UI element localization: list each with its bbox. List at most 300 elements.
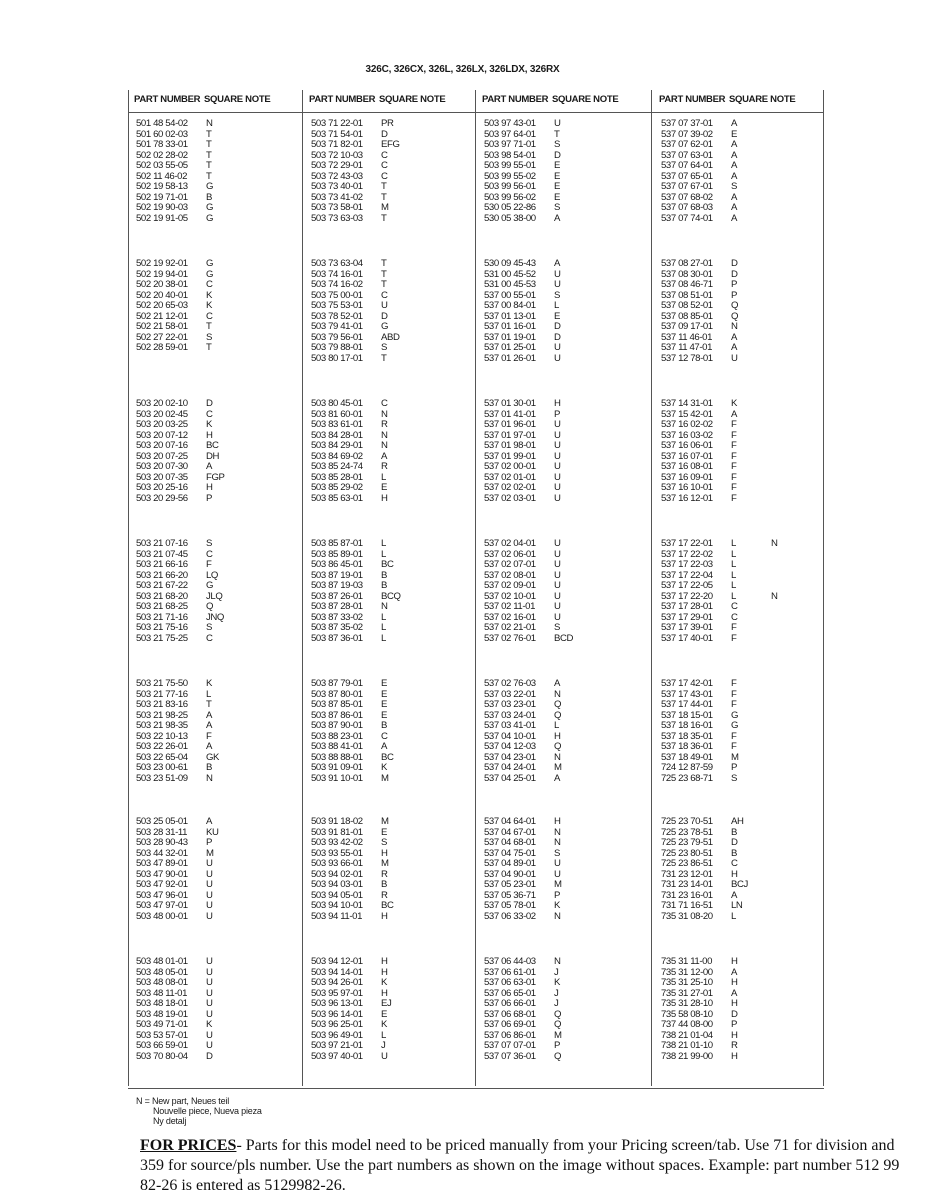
part-group [311, 539, 476, 644]
table-row [661, 259, 826, 270]
part-number: 503 87 19-03 [311, 580, 363, 591]
square-note: M [554, 1029, 562, 1041]
part-number: 503 21 83-16 [136, 699, 188, 710]
square-note: F [731, 492, 737, 504]
square-note: A [731, 160, 737, 171]
part-number: 537 01 16-01 [484, 321, 536, 332]
part-number: 537 07 07-01 [484, 1040, 536, 1051]
table-row [136, 634, 301, 645]
part-number: 537 08 85-01 [661, 310, 713, 322]
part-number: 537 16 10-01 [661, 482, 713, 493]
square-note: U [381, 1050, 388, 1062]
part-number: 503 87 35-02 [311, 622, 363, 633]
part-number: 503 48 05-01 [136, 966, 188, 978]
square-note: T [206, 342, 212, 353]
table-row [661, 203, 826, 214]
part-number: 502 19 91-05 [136, 212, 188, 224]
square-note: F [206, 730, 212, 742]
table-row [661, 999, 826, 1010]
table-row [484, 999, 649, 1010]
part-number: 503 87 85-01 [311, 699, 363, 710]
square-note: P [731, 289, 737, 301]
square-note: S [206, 331, 212, 343]
square-note: T [206, 149, 212, 161]
table-row [136, 978, 301, 989]
square-note: G [206, 212, 214, 224]
table-row [136, 602, 301, 613]
square-note: U [206, 868, 213, 880]
square-note: M [206, 847, 214, 859]
part-number: 503 94 05-01 [311, 889, 363, 901]
table-row [484, 301, 649, 312]
square-note: U [554, 461, 561, 472]
table-row [311, 343, 476, 354]
table-row [661, 634, 826, 645]
part-group [661, 259, 826, 364]
part-number: 503 85 28-01 [311, 471, 363, 483]
part-number: 503 97 64-01 [484, 128, 536, 140]
part-number: 503 87 79-01 [311, 678, 363, 689]
part-number: 502 19 90-03 [136, 202, 188, 213]
square-note: U [206, 889, 213, 901]
part-number: 503 85 87-01 [311, 538, 363, 549]
part-number: 537 06 63-01 [484, 977, 536, 988]
part-number: 503 20 25-16 [136, 482, 188, 493]
square-note: BC [381, 559, 394, 570]
square-note: B [381, 580, 387, 591]
square-note: A [731, 966, 737, 978]
table-row [661, 214, 826, 225]
part-number: 503 88 23-01 [311, 730, 363, 742]
part-number: 725 23 68-71 [661, 772, 713, 784]
part-number: 537 00 55-01 [484, 289, 536, 301]
square-note: N [206, 772, 213, 784]
table-row [661, 322, 826, 333]
square-note: M [554, 879, 562, 890]
part-number: 531 00 45-52 [484, 268, 536, 280]
part-group [311, 817, 476, 922]
square-note: F [731, 678, 737, 689]
part-group [136, 119, 301, 224]
square-note: U [206, 900, 213, 911]
square-note: S [554, 139, 560, 150]
square-note: H [381, 910, 388, 922]
table-row [136, 838, 301, 849]
square-note: K [206, 289, 212, 301]
column-divider [128, 90, 129, 1086]
square-note: T [381, 181, 387, 192]
part-number: 537 02 11-01 [484, 601, 536, 612]
part-number: 501 60 02-03 [136, 128, 188, 140]
part-number: 503 79 88-01 [311, 342, 363, 353]
part-group [661, 957, 826, 1062]
part-number: 503 75 00-01 [311, 289, 363, 301]
part-number: 731 23 16-01 [661, 889, 713, 901]
square-note: F [731, 622, 737, 633]
table-row [311, 280, 476, 291]
part-number: 503 71 54-01 [311, 128, 363, 140]
part-number: 502 20 38-01 [136, 279, 188, 290]
part-number: 503 21 98-35 [136, 720, 188, 731]
part-number: 503 22 10-13 [136, 730, 188, 742]
table-row [136, 119, 301, 130]
part-number: 503 22 26-01 [136, 741, 188, 752]
square-note: D [554, 149, 561, 161]
part-number: 725 23 80-51 [661, 847, 713, 859]
table-row [484, 539, 649, 550]
part-number: 537 06 86-01 [484, 1029, 536, 1041]
table-row [661, 957, 826, 968]
table-row [136, 859, 301, 870]
part-number: 503 21 77-16 [136, 688, 188, 700]
square-note: F [731, 461, 737, 472]
part-number-header: PART NUMBER [482, 94, 549, 105]
part-number: 735 58 08-10 [661, 1008, 713, 1020]
square-note: K [731, 398, 737, 409]
square-note: M [381, 202, 389, 213]
part-number: 737 44 08-00 [661, 1019, 713, 1030]
part-number: 724 12 87-59 [661, 762, 713, 773]
square-note: H [731, 1050, 738, 1062]
square-note: H [554, 398, 561, 409]
square-note: B [381, 569, 387, 581]
part-group [484, 539, 649, 644]
part-number: 503 72 10-03 [311, 149, 363, 161]
part-number: 537 11 46-01 [661, 331, 713, 343]
square-note: S [554, 847, 560, 859]
part-number: 503 48 01-01 [136, 956, 188, 967]
table-row [311, 901, 476, 912]
square-note: U [554, 590, 561, 602]
square-note: A [206, 709, 212, 721]
part-number: 537 18 49-01 [661, 751, 713, 763]
square-note: U [554, 548, 561, 560]
part-number: 537 17 22-02 [661, 548, 713, 560]
square-note: U [554, 429, 561, 441]
square-note: G [206, 202, 214, 213]
part-number: 503 21 98-25 [136, 709, 188, 721]
table-row [136, 581, 301, 592]
part-number: 503 48 11-01 [136, 987, 188, 999]
square-note: L [731, 559, 736, 570]
table-row [661, 140, 826, 151]
table-row [661, 978, 826, 989]
part-number: 537 16 03-02 [661, 429, 713, 441]
part-number: 503 66 59-01 [136, 1040, 188, 1051]
part-number: 537 17 22-01 [661, 538, 713, 549]
table-row [136, 259, 301, 270]
square-note: U [554, 868, 561, 880]
table-row [661, 763, 826, 774]
square-note: U [206, 858, 213, 869]
part-number: 537 01 98-01 [484, 440, 536, 451]
part-number: 503 97 21-01 [311, 1040, 363, 1051]
table-row [484, 602, 649, 613]
square-note: U [731, 352, 738, 364]
table-row [484, 700, 649, 711]
square-note: Q [731, 310, 739, 322]
square-note: U [206, 1040, 213, 1051]
part-number: 503 74 16-02 [311, 279, 363, 290]
part-number: 503 99 55-02 [484, 170, 536, 182]
part-group [484, 957, 649, 1062]
part-number: 537 02 01-01 [484, 471, 536, 483]
part-number: 537 17 44-01 [661, 699, 713, 710]
table-row [311, 214, 476, 225]
square-note: D [554, 321, 561, 332]
square-note: H [554, 730, 561, 742]
part-number: 537 07 37-01 [661, 118, 713, 129]
table-row [661, 679, 826, 690]
square-note: A [731, 408, 737, 420]
part-number: 537 01 25-01 [484, 342, 536, 353]
table-row [311, 978, 476, 989]
part-number: 502 19 94-01 [136, 268, 188, 280]
table-row [311, 700, 476, 711]
square-note: E [554, 160, 560, 171]
table-row [484, 957, 649, 968]
square-note: U [206, 966, 213, 978]
part-group [661, 399, 826, 504]
part-number: 502 21 12-01 [136, 310, 188, 322]
part-number: 503 79 56-01 [311, 331, 363, 343]
part-number: 503 47 89-01 [136, 858, 188, 869]
square-note: R [381, 461, 388, 472]
part-number: 537 07 65-01 [661, 170, 713, 182]
part-number: 530 09 45-43 [484, 258, 536, 269]
square-note: U [554, 440, 561, 451]
square-note: U [554, 538, 561, 549]
square-note: G [206, 258, 214, 269]
square-note: E [381, 688, 387, 700]
square-note: T [206, 699, 212, 710]
part-number: 537 18 35-01 [661, 730, 713, 742]
part-group [136, 399, 301, 504]
square-note: F [731, 632, 737, 644]
square-note: J [554, 966, 559, 978]
part-number: 735 31 11-00 [661, 956, 713, 967]
table-row [136, 763, 301, 774]
table-row [311, 494, 476, 505]
square-note: C [731, 611, 738, 623]
part-number: 503 21 68-20 [136, 590, 188, 602]
table-row [311, 999, 476, 1010]
footnote-line: Ny detalj [153, 1116, 187, 1126]
table-row [484, 119, 649, 130]
part-number: 537 04 24-01 [484, 762, 536, 773]
table-row [484, 483, 649, 494]
table-row [484, 182, 649, 193]
part-number: 503 47 90-01 [136, 868, 188, 880]
square-note: H [731, 998, 738, 1009]
part-number: 503 49 71-01 [136, 1019, 188, 1030]
table-row [311, 679, 476, 690]
page-title: 326C, 326CX, 326L, 326LX, 326LDX, 326RX [365, 64, 560, 75]
square-note: S [206, 622, 212, 633]
part-number: 503 85 29-02 [311, 482, 363, 493]
part-number: 503 95 97-01 [311, 987, 363, 999]
part-group [311, 957, 476, 1062]
square-note: C [381, 149, 388, 161]
square-note: D [731, 268, 738, 280]
square-note: K [381, 1019, 387, 1030]
table-row [661, 880, 826, 891]
table-row [311, 721, 476, 732]
square-note: L [206, 688, 211, 700]
square-note: C [731, 858, 738, 869]
square-note: A [731, 342, 737, 353]
table-row [484, 560, 649, 571]
table-row [136, 1020, 301, 1031]
part-number: 537 16 07-01 [661, 450, 713, 462]
square-note: S [381, 342, 387, 353]
square-note: P [206, 492, 212, 504]
square-note: B [381, 720, 387, 731]
square-note: S [731, 772, 737, 784]
table-row [661, 1052, 826, 1063]
square-note: N [381, 429, 388, 441]
part-number-header: PART NUMBER [659, 94, 726, 105]
square-note: A [731, 118, 737, 129]
table-row [661, 774, 826, 785]
part-number: 537 12 78-01 [661, 352, 713, 364]
square-note: L [731, 569, 736, 581]
square-note: T [381, 279, 387, 290]
square-note: U [206, 956, 213, 967]
square-note: F [731, 730, 737, 742]
part-number: 537 07 64-01 [661, 160, 713, 171]
part-number: 537 06 61-01 [484, 966, 536, 978]
square-note: T [206, 170, 212, 182]
square-note: Q [554, 1050, 562, 1062]
part-number: 503 99 56-01 [484, 181, 536, 192]
square-note: E [731, 128, 737, 140]
part-number: 537 01 26-01 [484, 352, 536, 364]
part-number: 502 19 71-01 [136, 191, 188, 203]
square-note: T [381, 191, 387, 203]
table-row [136, 1052, 301, 1063]
square-note: S [381, 837, 387, 848]
square-note: R [381, 419, 388, 430]
part-number: 537 16 02-02 [661, 419, 713, 430]
table-row [136, 560, 301, 571]
table-row [136, 539, 301, 550]
part-number: 503 44 32-01 [136, 847, 188, 859]
square-note: F [206, 559, 212, 570]
square-note: A [554, 772, 560, 784]
table-row [136, 441, 301, 452]
square-note: H [206, 429, 213, 441]
square-note: LN [731, 900, 743, 911]
part-number: 537 18 16-01 [661, 720, 713, 731]
part-number: 503 48 08-01 [136, 977, 188, 988]
square-note: D [381, 128, 388, 140]
footnote-line: N = New part, Neues teil [136, 1096, 229, 1106]
part-number: 503 84 69-02 [311, 450, 363, 462]
table-row [136, 679, 301, 690]
square-note: U [554, 482, 561, 493]
column-header [134, 94, 270, 114]
square-note-header: SQUARE NOTE [379, 94, 446, 105]
table-row [661, 354, 826, 365]
table-row [484, 859, 649, 870]
part-number: 503 78 52-01 [311, 310, 363, 322]
square-note: P [554, 408, 560, 420]
square-note: K [554, 900, 560, 911]
table-row [484, 441, 649, 452]
part-group [136, 259, 301, 354]
part-number: 503 73 40-01 [311, 181, 363, 192]
part-number: 503 91 81-01 [311, 826, 363, 838]
column-header [309, 94, 445, 114]
square-note: Q [554, 1019, 562, 1030]
part-number: 503 81 60-01 [311, 408, 363, 420]
table-row [311, 182, 476, 193]
square-note: R [381, 868, 388, 880]
square-note: B [206, 762, 212, 773]
part-number: 537 02 04-01 [484, 538, 536, 549]
part-number: 537 06 69-01 [484, 1019, 536, 1030]
part-number: 537 14 31-01 [661, 398, 713, 409]
part-number: 503 75 53-01 [311, 300, 363, 311]
table-row [661, 560, 826, 571]
table-row [136, 182, 301, 193]
new-part-flag: N [771, 538, 778, 549]
square-note: U [206, 977, 213, 988]
column-divider [651, 90, 652, 1086]
table-row [661, 462, 826, 473]
square-note: F [731, 699, 737, 710]
part-number: 537 01 96-01 [484, 419, 536, 430]
table-row [484, 203, 649, 214]
square-note: N [554, 826, 561, 838]
square-note: T [381, 212, 387, 224]
square-note: M [554, 762, 562, 773]
square-note: U [554, 352, 561, 364]
part-number: 503 84 28-01 [311, 429, 363, 441]
square-note: F [731, 419, 737, 430]
part-number: 503 21 71-16 [136, 611, 188, 623]
square-note: C [381, 398, 388, 409]
part-group [484, 259, 649, 364]
square-note: D [731, 1008, 738, 1020]
square-note: S [554, 622, 560, 633]
part-group [136, 957, 301, 1062]
part-number: 503 84 29-01 [311, 440, 363, 451]
part-number: 537 17 40-01 [661, 632, 713, 644]
square-note: E [554, 310, 560, 322]
table-row [311, 1052, 476, 1063]
square-note: M [381, 858, 389, 869]
square-note: S [206, 538, 212, 549]
part-number: 503 94 11-01 [311, 910, 363, 922]
table-row [661, 280, 826, 291]
square-note: C [206, 408, 213, 420]
square-note: E [381, 482, 387, 493]
square-note: EFG [381, 139, 400, 150]
table-row [311, 859, 476, 870]
square-note: BCJ [731, 879, 748, 890]
part-number: 503 94 02-01 [311, 868, 363, 880]
part-number: 738 21 01-10 [661, 1040, 713, 1051]
square-note: F [731, 482, 737, 493]
square-note: D [554, 331, 561, 343]
part-number: 537 16 08-01 [661, 461, 713, 472]
square-note: K [206, 300, 212, 311]
square-note: C [381, 160, 388, 171]
part-number: 537 08 51-01 [661, 289, 713, 301]
square-note: E [381, 826, 387, 838]
